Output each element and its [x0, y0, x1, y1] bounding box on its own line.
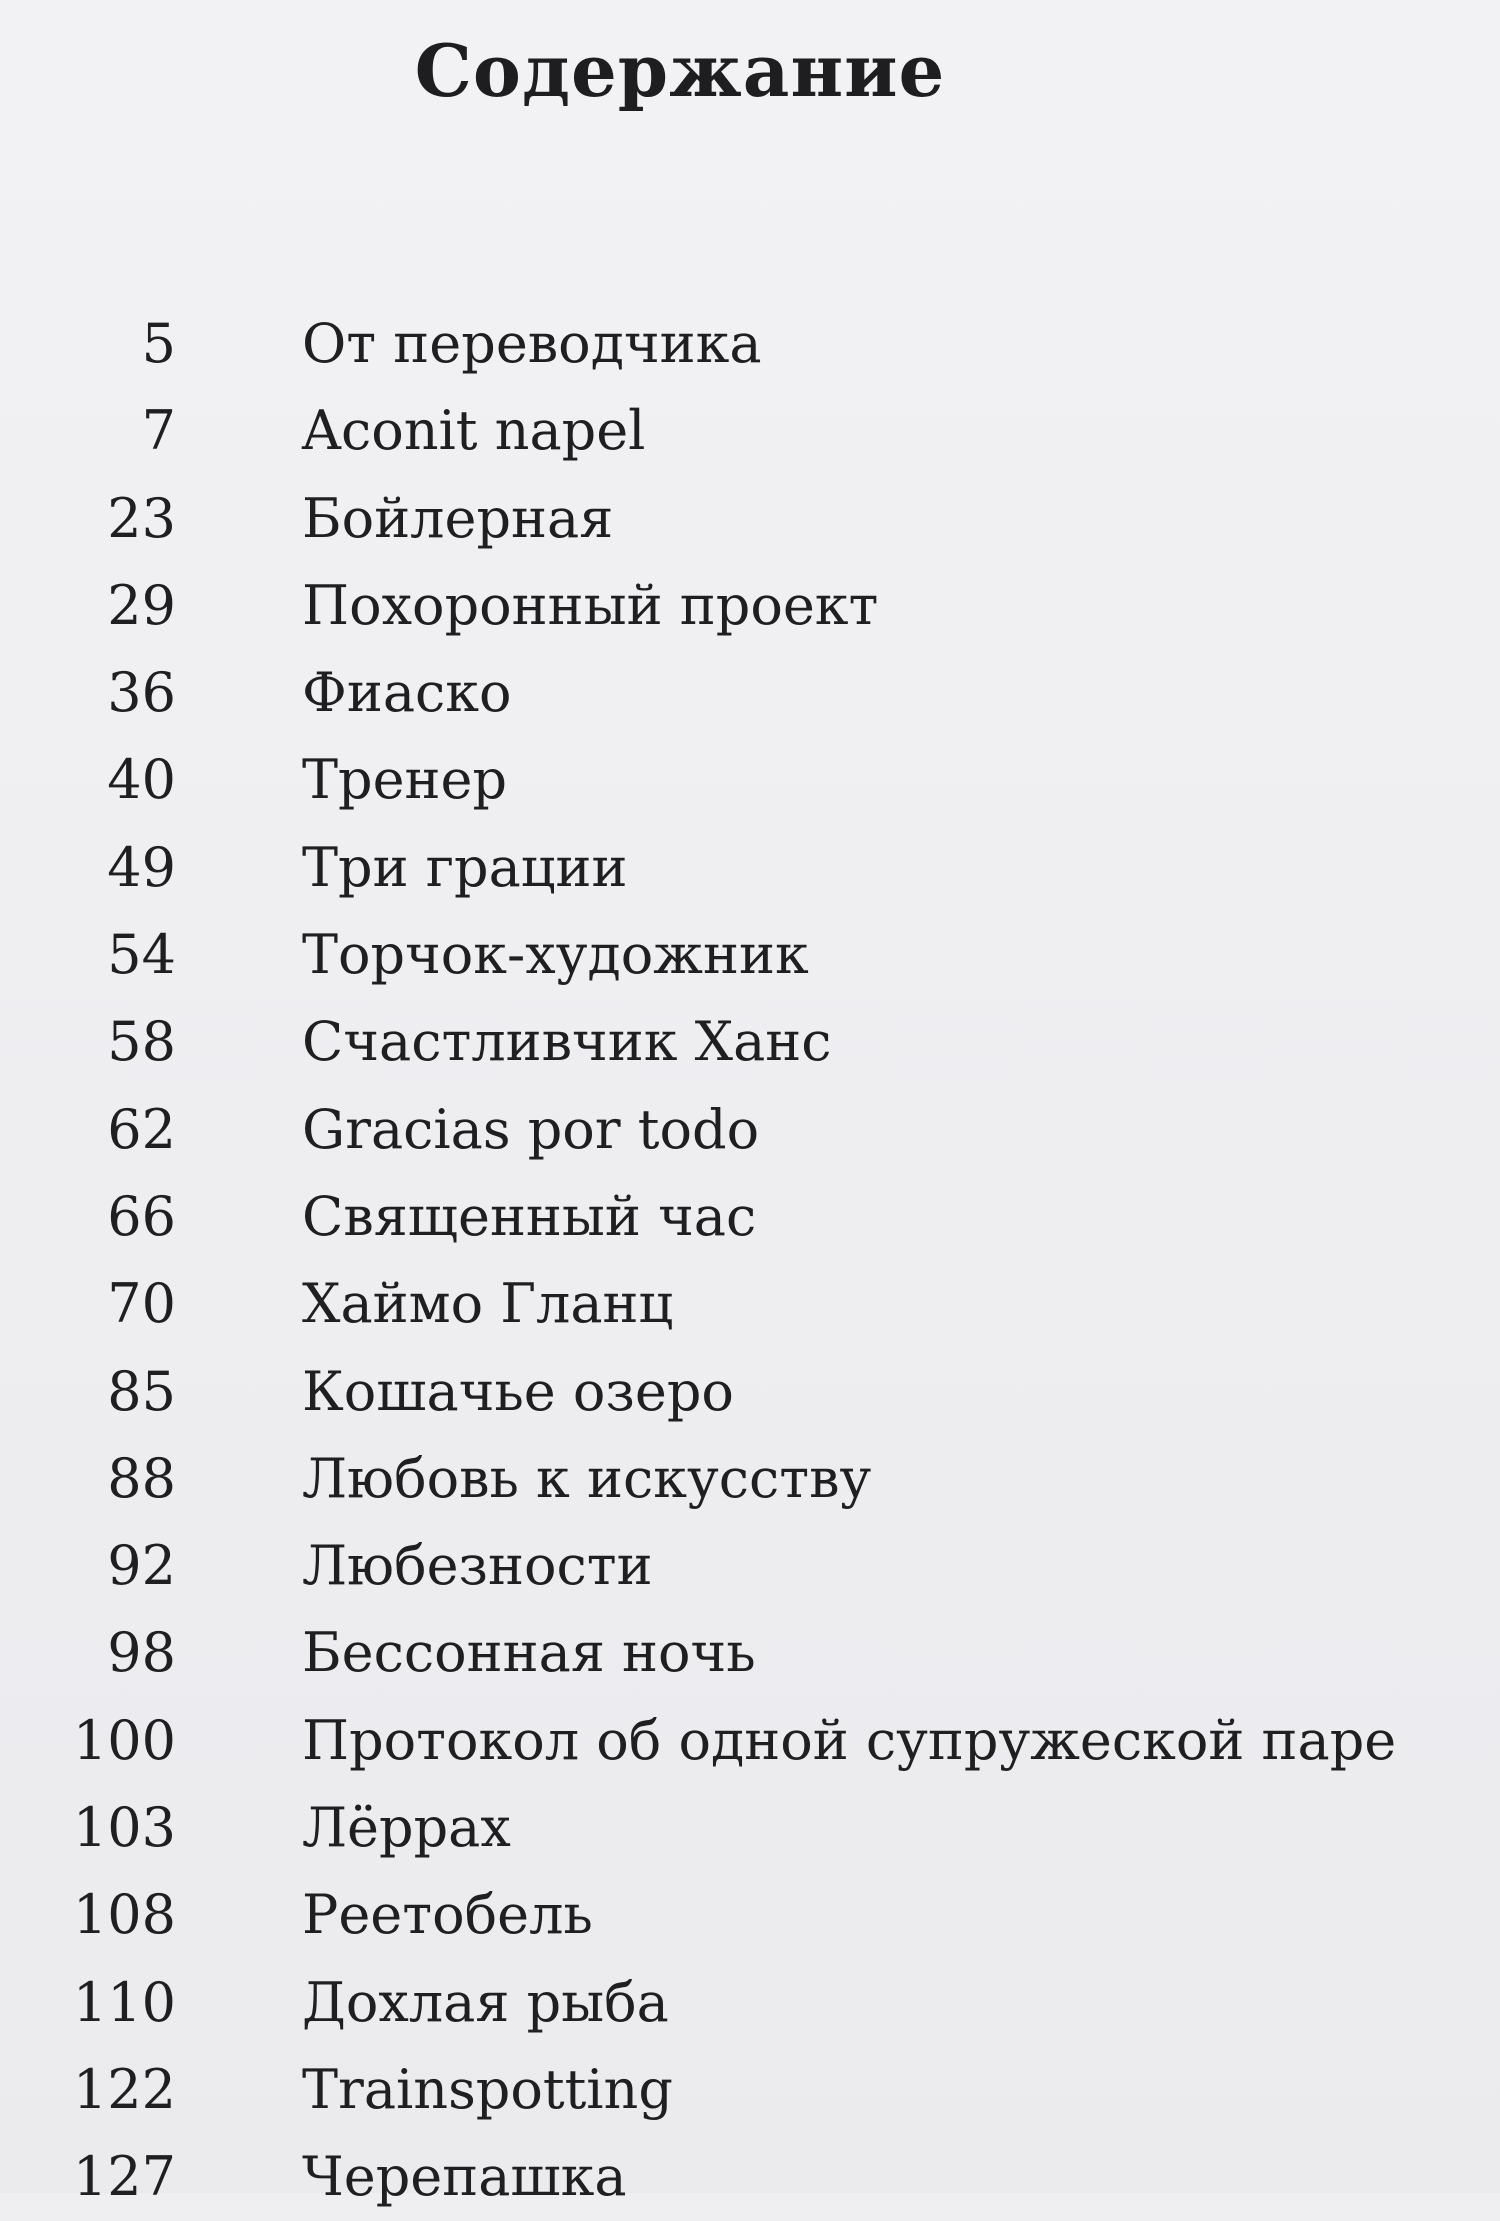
toc-page-number: 40	[107, 748, 176, 812]
toc-chapter-title: Счастливчик Ханс	[302, 1010, 832, 1074]
toc-page-number: 100	[72, 1708, 176, 1772]
toc-page-number: 36	[107, 661, 176, 725]
toc-chapter-title: Тренер	[302, 748, 508, 812]
toc-chapter-title: Любовь к искусству	[302, 1446, 872, 1510]
toc-entry	[0, 824, 1500, 911]
toc-entry	[0, 736, 1500, 823]
toc-chapter-title: Бойлерная	[302, 486, 614, 550]
toc-page-number: 5	[141, 312, 176, 375]
toc-chapter-title: Aconit napel	[302, 399, 646, 463]
toc-chapter-title: Фиаско	[302, 661, 512, 725]
toc-entry	[0, 1609, 1500, 1696]
toc-chapter-title: От переводчика	[302, 312, 762, 375]
toc-entry	[0, 1697, 1500, 1784]
toc-chapter-title: Черепашка	[302, 2145, 627, 2209]
toc-chapter-title: Любезности	[302, 1534, 653, 1598]
toc-chapter-title: Реетобель	[302, 1883, 593, 1947]
toc-entry	[0, 1173, 1500, 1260]
toc-chapter-title: Протокол об одной супружеской паре	[302, 1708, 1397, 1772]
toc-page-number: 49	[107, 835, 176, 899]
toc-chapter-title: Дохлая рыба	[302, 1970, 669, 2034]
toc-entry	[0, 1784, 1500, 1871]
toc-page-number: 7	[141, 399, 176, 463]
toc-page-number: 23	[107, 486, 176, 550]
toc-entry	[0, 649, 1500, 736]
toc-entry	[0, 1348, 1500, 1435]
toc-page-number: 88	[107, 1446, 176, 1510]
toc-entry	[0, 1522, 1500, 1609]
toc-page-number: 98	[107, 1621, 176, 1685]
toc-entry	[0, 387, 1500, 474]
toc-chapter-title: Хаймо Гланц	[302, 1272, 674, 1336]
toc-entry	[0, 300, 1500, 387]
toc-chapter-title: Кошачье озеро	[302, 1359, 734, 1423]
toc-chapter-title: Священный час	[302, 1184, 757, 1248]
toc-page-number: 127	[72, 2145, 176, 2209]
toc-entry	[0, 1086, 1500, 1173]
toc-chapter-title: Похоронный проект	[302, 573, 879, 637]
table-of-contents	[0, 300, 1500, 2221]
toc-chapter-title: Три грации	[302, 835, 628, 899]
toc-entry	[0, 1959, 1500, 2046]
toc-page-number: 62	[107, 1097, 176, 1161]
toc-page-number: 108	[72, 1883, 176, 1947]
toc-chapter-title: Gracias por todo	[302, 1097, 760, 1161]
toc-page-number: 58	[107, 1010, 176, 1074]
toc-entry	[0, 998, 1500, 1085]
toc-page-number: 66	[107, 1184, 176, 1248]
toc-page-number: 85	[107, 1359, 176, 1423]
toc-entry	[0, 1871, 1500, 1958]
toc-entry	[0, 475, 1500, 562]
toc-page-number: 70	[107, 1272, 176, 1336]
toc-page-number: 122	[72, 2057, 176, 2121]
toc-entry	[0, 2133, 1500, 2220]
toc-chapter-title: Trainspotting	[302, 2057, 673, 2121]
toc-chapter-title: Торчок-художник	[302, 923, 809, 987]
toc-entry	[0, 1260, 1500, 1347]
toc-chapter-title: Лёррах	[302, 1796, 511, 1860]
toc-page-number: 103	[72, 1796, 176, 1860]
toc-page-number: 92	[107, 1534, 176, 1598]
toc-chapter-title: Бессонная ночь	[302, 1621, 756, 1685]
toc-entry	[0, 562, 1500, 649]
page-title: Содержание	[414, 28, 946, 113]
toc-page-number: 110	[72, 1970, 176, 2034]
toc-entry	[0, 911, 1500, 998]
toc-page-number: 29	[107, 573, 176, 637]
toc-page-number: 54	[107, 923, 176, 987]
toc-entry	[0, 2046, 1500, 2133]
toc-entry	[0, 1435, 1500, 1522]
